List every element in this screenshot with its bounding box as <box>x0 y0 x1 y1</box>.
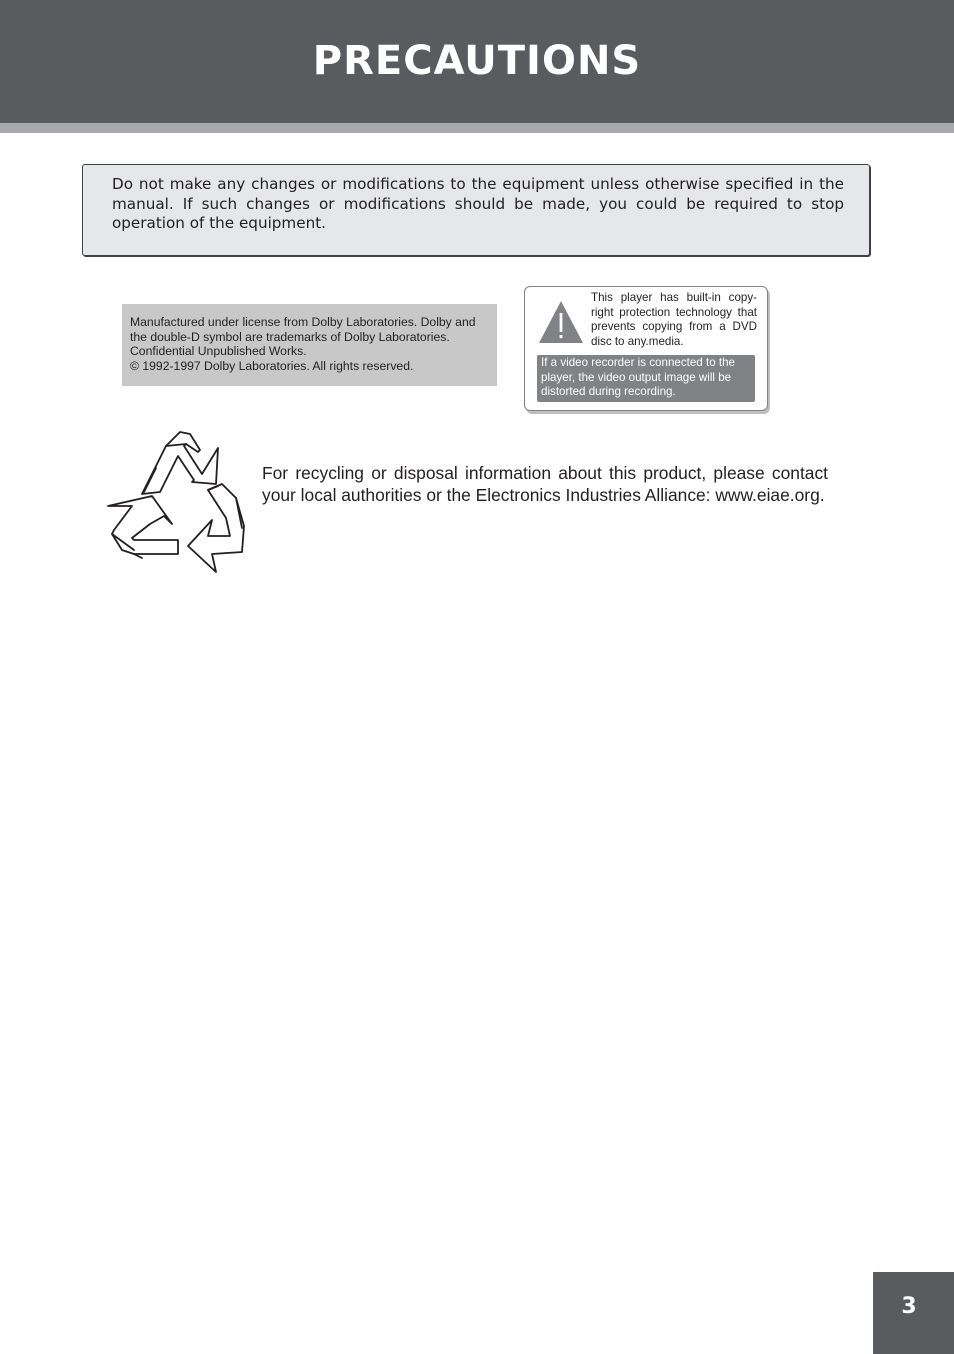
dolby-copyright-line: © 1992-1997 Dolby Laboratories. All rights reserved. <box>130 358 414 373</box>
header-rule <box>0 123 954 133</box>
dolby-license-line: the double-D symbol are trademarks of Dolby Laboratories. <box>130 329 450 344</box>
modification-notice-box <box>82 164 870 256</box>
dolby-license-box <box>122 304 497 386</box>
warning-triangle-icon <box>537 299 585 345</box>
modification-notice-text: Do not make any changes or modifications to the equipment unless otherwise specified in the manual. If such changes or modifications should be made, you could be required to stop operation of the equipment. <box>112 175 844 232</box>
page-number: 3 <box>901 1294 917 1319</box>
page-title: PRECAUTIONS <box>312 38 642 84</box>
recycle-icon <box>104 428 248 574</box>
video-recorder-warning: If a video recorder is connected to the player, the video output image will be distorted during recording. <box>537 355 755 402</box>
copy-protection-text: This player has built-in copy-right protection technology that prevents copying from a DVD disc to any.media. <box>591 291 757 348</box>
dolby-license-line: Manufactured under license from Dolby Laboratories. Dolby and <box>130 315 476 329</box>
dolby-license-line: Confidential Unpublished Works. <box>130 344 307 359</box>
recycling-information-text: For recycling or disposal information about this product, please contact your local authorities or the Electronics Industries Alliance: www.eiae.org. <box>262 463 828 506</box>
copy-protection-warning-card <box>524 286 768 411</box>
